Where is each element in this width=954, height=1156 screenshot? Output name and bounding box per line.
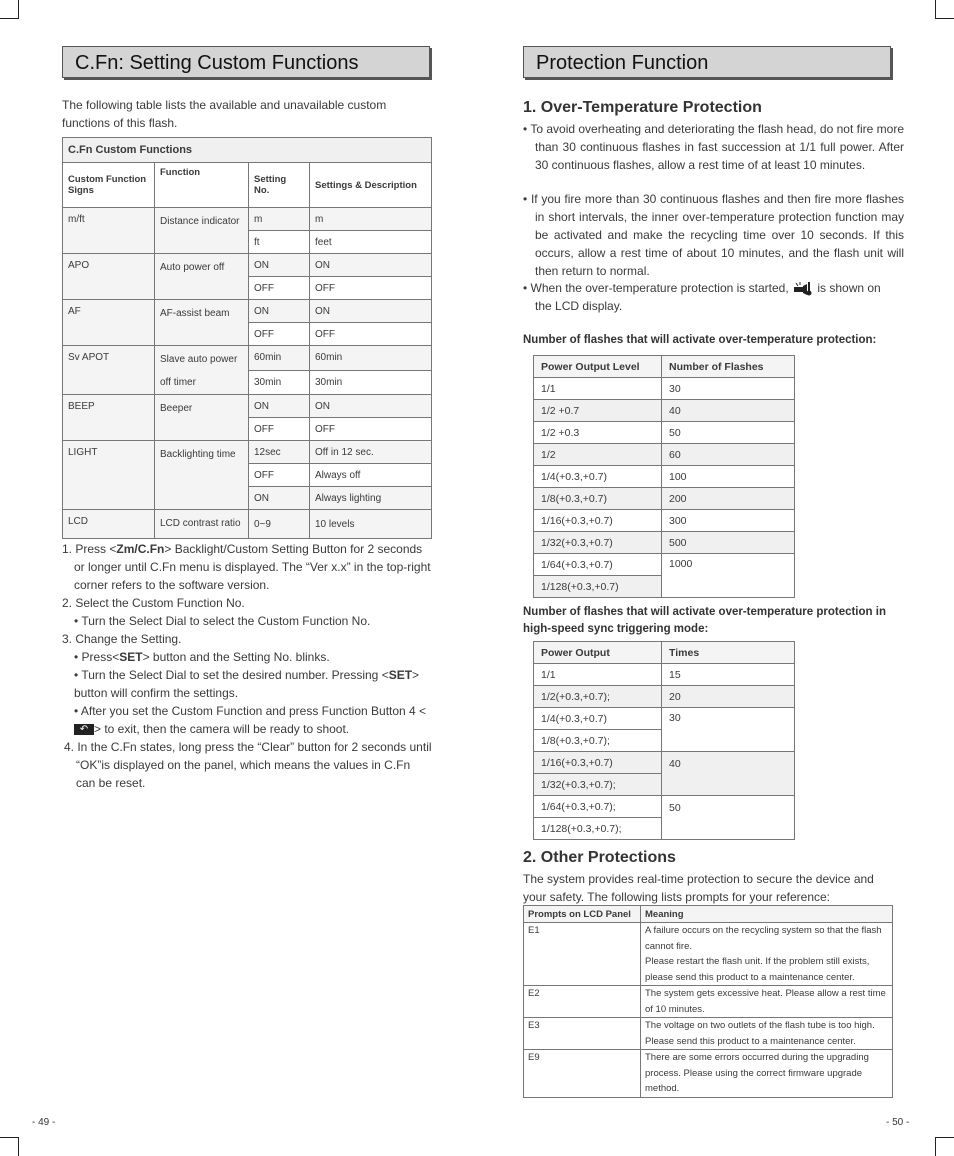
hss-output: 1/32(+0.3,+0.7); (534, 774, 662, 796)
cfn-setting-no: 0~9 (249, 510, 310, 539)
cfn-setting-no: m (249, 208, 310, 231)
overheat-level: 1/2 +0.7 (534, 400, 662, 422)
overheat-count: 300 (662, 510, 795, 532)
cfn-sign: LCD (63, 510, 155, 539)
step-3: 3. Change the Setting. (62, 632, 182, 646)
cfn-function: Distance indicator (155, 208, 249, 254)
overheat-count: 200 (662, 488, 795, 510)
cfn-setting-desc: OFF (310, 277, 432, 300)
step-3-bullet-c: • After you set the Custom Function and press Function Button 4 <↶ > to exit, then the camera will be ready to shoot. (74, 704, 427, 736)
cfn-setting-desc: Always off (310, 464, 432, 487)
cfn-setting-no: ON (249, 395, 310, 418)
cfn-table-caption: C.Fn Custom Functions (63, 138, 432, 163)
overheat-level: 1/8(+0.3,+0.7) (534, 488, 662, 510)
cfn-row (63, 510, 432, 539)
overheat-row (534, 554, 795, 576)
cfn-setting-no: 30min (249, 370, 310, 395)
hss-times: 50 (662, 796, 795, 840)
overheat-count: 500 (662, 532, 795, 554)
cfn-setting-no: 12sec (249, 441, 310, 464)
prompt-row (524, 986, 893, 1018)
cfn-setting-no: ft (249, 231, 310, 254)
hss-output: 1/2(+0.3,+0.7); (534, 686, 662, 708)
cfn-row (63, 254, 432, 277)
cfn-setting-desc: ON (310, 300, 432, 323)
overheat-table (533, 355, 795, 598)
right-page-title: Protection Function (523, 46, 891, 78)
page-number-left: - 49 - (32, 1117, 56, 1128)
cfn-row (63, 441, 432, 464)
overheat-level: 1/16(+0.3,+0.7) (534, 510, 662, 532)
prompt-meaning: The system gets excessive heat. Please allow a rest time of 10 minutes. (641, 986, 893, 1018)
cfn-sign: Sv APOT (63, 346, 155, 395)
bullet-3: • When the over-temperature protection is started, is shown on the LCD display. (523, 281, 881, 313)
cfn-row (63, 346, 432, 371)
prompt-meaning: A failure occurs on the recycling system so that the flash cannot fire. Please restart the flash unit. If the problem still exists, please send this product to a maintenance center. (641, 923, 893, 986)
overheat-count: 50 (662, 422, 795, 444)
cfn-row (63, 208, 432, 231)
overheat-count: 100 (662, 466, 795, 488)
overheat-level: 1/2 +0.3 (534, 422, 662, 444)
step-1-cont: or longer until C.Fn menu is displayed. The “Ver x.x” in the top-right corner refers to the software version. (74, 560, 431, 592)
hss-output: 1/4(+0.3,+0.7) (534, 708, 662, 730)
table-1-caption: Number of flashes that will activate over-temperature protection: (523, 334, 877, 346)
cfn-setting-desc: m (310, 208, 432, 231)
prompt-code: E9 (524, 1050, 641, 1098)
prompt-row (524, 1050, 893, 1098)
prompts-header: Meaning (641, 906, 893, 923)
overheat-level: 1/4(+0.3,+0.7) (534, 466, 662, 488)
cfn-function: Beeper (155, 395, 249, 441)
cfn-setting-no: ON (249, 487, 310, 510)
cfn-intro: The following table lists the available and unavailable custom functions of this flash. (62, 98, 387, 130)
prompt-code: E3 (524, 1018, 641, 1050)
step-4: 4. In the C.Fn states, long press the “Clear” button for 2 seconds until “OK”is displayed on the panel, which means the values in C.Fn can be reset. (64, 740, 432, 790)
crop-mark-top-right (935, 0, 954, 19)
step-2: 2. Select the Custom Function No. (62, 596, 245, 610)
cfn-header: Settings & Description (310, 163, 432, 208)
overheat-count: 60 (662, 444, 795, 466)
table-2-caption: Number of flashes that will activate over-temperature protection in high-speed sync triggering mode: (523, 606, 886, 635)
prompt-code: E2 (524, 986, 641, 1018)
overheat-level: 1/1 (534, 378, 662, 400)
page-number-right: - 50 - (886, 1117, 910, 1128)
overheat-header: Power Output Level (534, 356, 662, 378)
cfn-steps (62, 540, 432, 792)
cfn-header: Function (155, 163, 249, 208)
overheat-row (534, 400, 795, 422)
cfn-table (62, 137, 432, 539)
cfn-setting-no: OFF (249, 323, 310, 346)
cfn-row (63, 300, 432, 323)
section-other-protections-title: 2. Other Protections (523, 849, 676, 866)
overheat-row (534, 510, 795, 532)
crop-mark-top-left (0, 0, 19, 19)
cfn-setting-desc: OFF (310, 418, 432, 441)
crop-mark-bottom-left (0, 1137, 19, 1156)
prompt-meaning: There are some errors occurred during the upgrading process. Please using the correct firmware upgrade method. (641, 1050, 893, 1098)
hss-output: 1/1 (534, 664, 662, 686)
overheat-level: 1/2 (534, 444, 662, 466)
prompt-code: E1 (524, 923, 641, 986)
overheat-header: Number of Flashes (662, 356, 795, 378)
overheat-row (534, 444, 795, 466)
hss-output: 1/8(+0.3,+0.7); (534, 730, 662, 752)
overheat-level: 1/32(+0.3,+0.7) (534, 532, 662, 554)
cfn-function: Backlighting time (155, 441, 249, 510)
cfn-setting-no: 60min (249, 346, 310, 371)
overheat-row (534, 532, 795, 554)
overheat-row (534, 422, 795, 444)
step-3-bullet-b: • Turn the Select Dial to set the desired number. Pressing <SET> button will confirm the settings. (74, 668, 420, 700)
overheat-count: 30 (662, 378, 795, 400)
hss-table (533, 641, 795, 840)
prompts-table (523, 905, 893, 1098)
cfn-setting-no: OFF (249, 464, 310, 487)
prompt-row (524, 1018, 893, 1050)
cfn-setting-desc: Off in 12 sec. (310, 441, 432, 464)
cfn-setting-desc: Always lighting (310, 487, 432, 510)
prompts-header: Prompts on LCD Panel (524, 906, 641, 923)
hss-output: 1/64(+0.3,+0.7); (534, 796, 662, 818)
cfn-sign: AF (63, 300, 155, 346)
cfn-setting-no: OFF (249, 277, 310, 300)
prompt-row (524, 923, 893, 986)
cfn-setting-no: ON (249, 300, 310, 323)
hss-header: Times (662, 642, 795, 664)
overheat-level: 1/64(+0.3,+0.7) (534, 554, 662, 576)
cfn-sign: LIGHT (63, 441, 155, 510)
cfn-setting-desc: ON (310, 254, 432, 277)
cfn-setting-no: OFF (249, 418, 310, 441)
cfn-header: Setting No. (249, 163, 310, 208)
cfn-sign: BEEP (63, 395, 155, 441)
cfn-setting-desc: ON (310, 395, 432, 418)
hss-output: 1/128(+0.3,+0.7); (534, 818, 662, 840)
cfn-setting-desc: feet (310, 231, 432, 254)
hss-times: 40 (662, 752, 795, 796)
hss-times: 30 (662, 708, 795, 752)
bullet-2: • If you fire more than 30 continuous flashes and then fire more flashes in short intervals, the inner over-temperature protection function may be activated and make the recycling time over 10 seconds. If this occurs, allow a rest time of about 10 minutes, and the flash unit will then return to normal. (523, 192, 904, 278)
cfn-function: Slave auto power off timer (155, 346, 249, 395)
return-key-icon: ↶ (74, 724, 94, 735)
other-protections-intro: The system provides real-time protection to secure the device and your safety. The following lists prompts for your reference: (523, 872, 874, 904)
left-page-title: C.Fn: Setting Custom Functions (62, 46, 430, 78)
step-1: 1. Press <Zm/C.Fn> Backlight/Custom Setting Button for 2 seconds (62, 542, 423, 556)
cfn-setting-desc: OFF (310, 323, 432, 346)
cfn-function: LCD contrast ratio (155, 510, 249, 539)
cfn-setting-desc: 60min (310, 346, 432, 371)
overheat-row (534, 466, 795, 488)
step-3-bullet-a: • Press<SET> button and the Setting No. blinks. (74, 650, 330, 664)
hss-times: 20 (662, 686, 795, 708)
overheat-count: 1000 (662, 554, 795, 598)
step-2-bullet: • Turn the Select Dial to select the Custom Function No. (74, 614, 371, 628)
hss-times: 15 (662, 664, 795, 686)
cfn-sign: m/ft (63, 208, 155, 254)
cfn-sign: APO (63, 254, 155, 300)
hss-header: Power Output (534, 642, 662, 664)
cfn-setting-desc: 10 levels (310, 510, 432, 539)
overheat-count: 40 (662, 400, 795, 422)
overheat-level: 1/128(+0.3,+0.7) (534, 576, 662, 598)
prompt-meaning: The voltage on two outlets of the flash tube is too high. Please send this product to a maintenance center. (641, 1018, 893, 1050)
crop-mark-bottom-right (935, 1137, 954, 1156)
cfn-header: Custom Function Signs (63, 163, 155, 208)
cfn-row (63, 395, 432, 418)
cfn-function: AF-assist beam (155, 300, 249, 346)
cfn-function: Auto power off (155, 254, 249, 300)
overheat-row (534, 378, 795, 400)
cfn-setting-desc: 30min (310, 370, 432, 395)
section-over-temperature-title: 1. Over-Temperature Protection (523, 99, 762, 116)
bullet-1: • To avoid overheating and deteriorating the flash head, do not fire more than 30 continuous flashes in fast succession at 1/1 full power. After 30 continuous flashes, allow a rest time of at least 10 minutes. (523, 122, 904, 172)
cfn-setting-no: ON (249, 254, 310, 277)
hss-output: 1/16(+0.3,+0.7) (534, 752, 662, 774)
thermometer-flash-icon (792, 281, 814, 297)
overheat-row (534, 488, 795, 510)
